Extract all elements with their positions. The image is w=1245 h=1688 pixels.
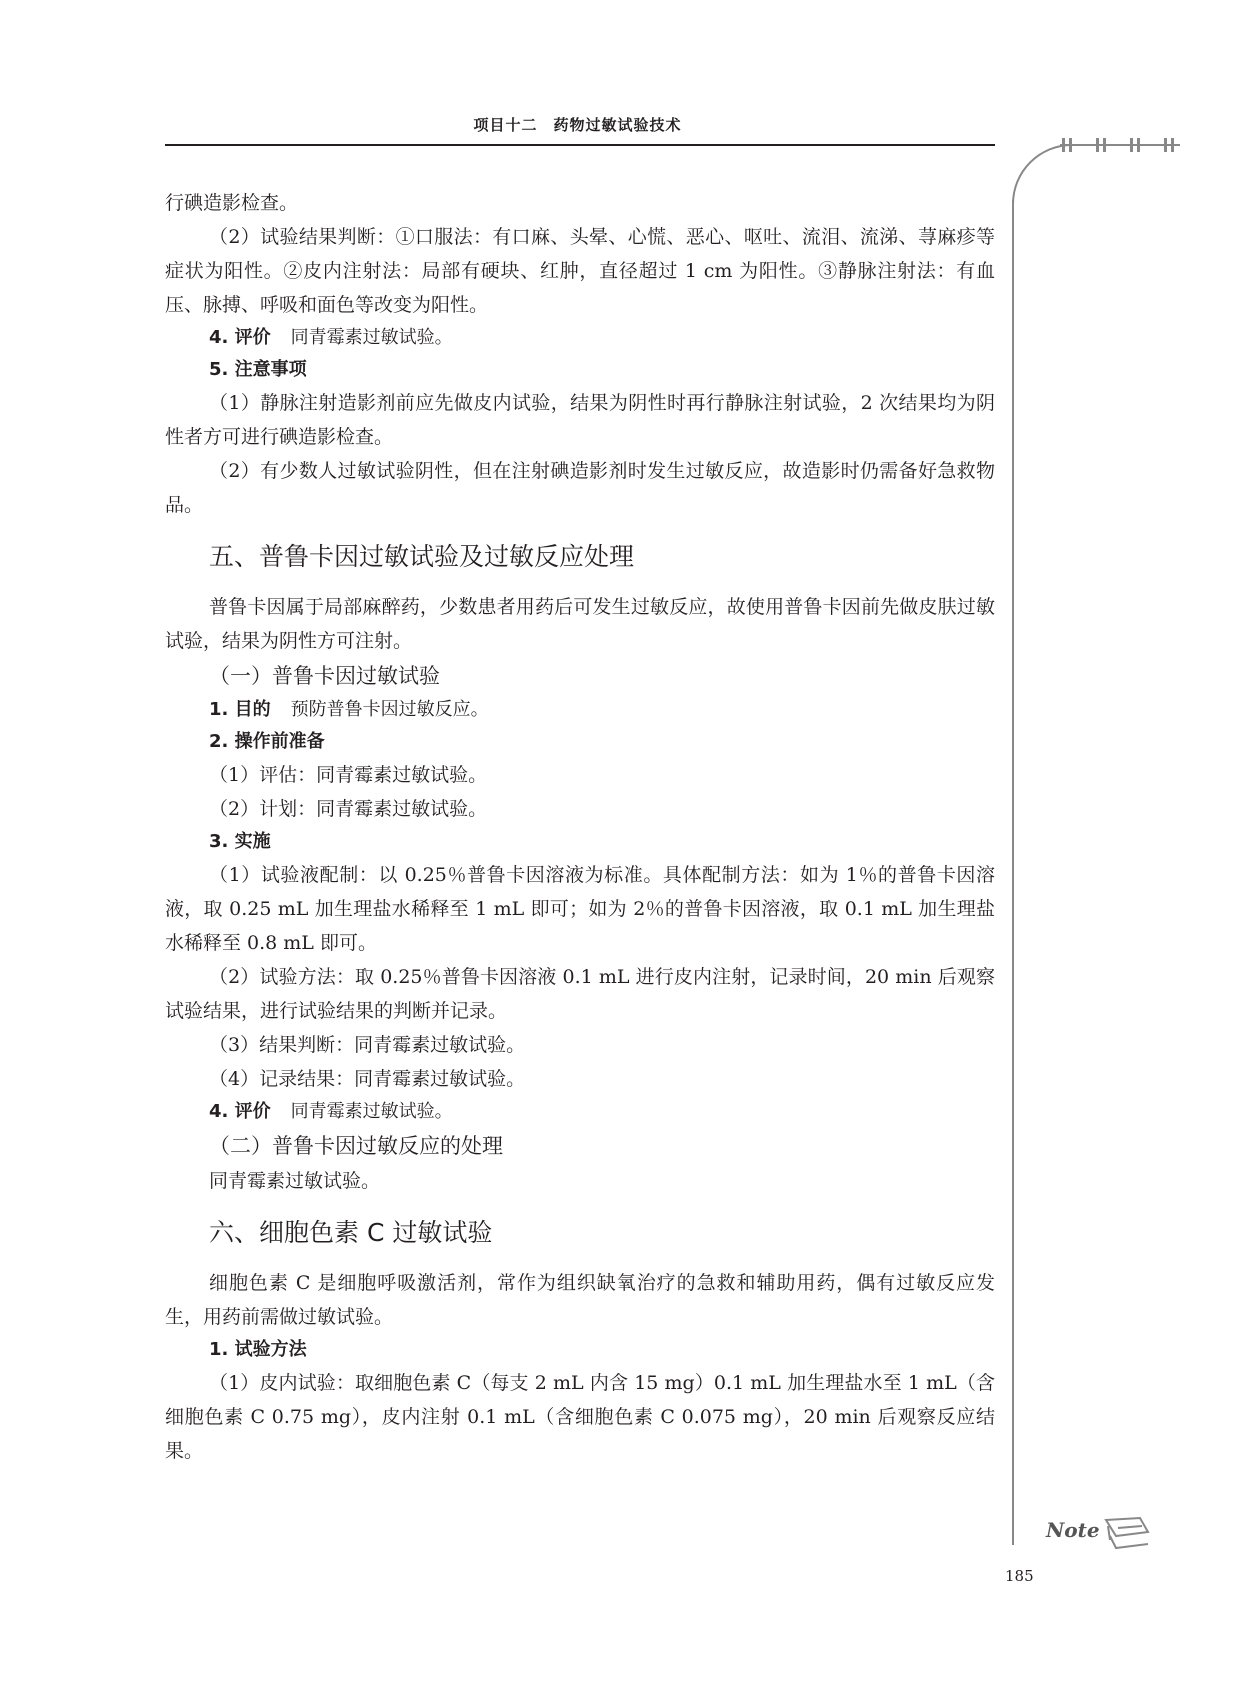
subsection-title: （一）普鲁卡因过敏试验 [209, 664, 440, 688]
subsection-title: （二）普鲁卡因过敏反应的处理 [209, 1134, 503, 1158]
margin-curve [1012, 144, 1074, 206]
paragraph: （2）有少数人过敏试验阴性，但在注射碘造影剂时发生过敏反应，故造影时仍需备好急救物品。 [165, 460, 995, 516]
paragraph: （1）皮内试验：取细胞色素 C（每支 2 mL 内含 15 mg）0.1 mL 加生理盐水至 1 mL（含细胞色素 C 0.75 mg），皮内注射 0.1 mL（含细胞色素 C 0.075 mg），20 min 后观察反应结果。 [165, 1372, 995, 1462]
item-label: 1. 目的 [209, 699, 271, 720]
item-heading: 3. 实施 [209, 831, 271, 852]
item-heading: 2. 操作前准备 [209, 731, 325, 752]
paragraph: （1）静脉注射造影剂前应先做皮内试验，结果为阴性时再行静脉注射试验，2 次结果均为阴性者方可进行碘造影检查。 [165, 392, 995, 448]
item-label: 4. 评价 [209, 327, 271, 348]
running-header: 项目十二 药物过敏试验技术 [473, 116, 682, 134]
item-heading: 5. 注意事项 [209, 359, 307, 380]
paragraph: （2）试验结果判断：①口服法：有口麻、头晕、心慌、恶心、呕吐、流泪、流涕、荨麻疹等症状为阳性。②皮内注射法：局部有硬块、红肿，直径超过 1 cm 为阳性。③静脉注射法：有血压、脉搏、呼吸和面色等改变为阳性。 [165, 226, 995, 316]
paragraph: （2）试验方法：取 0.25％普鲁卡因溶液 0.1 mL 进行皮内注射，记录时间，20 min 后观察试验结果，进行试验结果的判断并记录。 [165, 966, 995, 1022]
item-heading: 1. 试验方法 [209, 1339, 307, 1360]
paragraph: 细胞色素 C 是细胞呼吸激活剂，常作为组织缺氧治疗的急救和辅助用药，偶有过敏反应发生，用药前需做过敏试验。 [165, 1272, 995, 1328]
item-heading [165, 322, 995, 354]
note-label: Note [1046, 1518, 1100, 1542]
section-title: 六、细胞色素 C 过敏试验 [209, 1218, 493, 1247]
item-heading [165, 1096, 995, 1128]
item-text: 同青霉素过敏试验。 [290, 1101, 453, 1122]
section-title: 五、普鲁卡因过敏试验及过敏反应处理 [209, 542, 635, 571]
header-rule [165, 144, 995, 146]
paragraph: （1）试验液配制：以 0.25％普鲁卡因溶液为标准。具体配制方法：如为 1％的普鲁卡因溶液，取 0.25 mL 加生理盐水稀释至 1 mL 即可；如为 2％的普鲁卡因溶液，取 0.1 mL 加生理盐水稀释至 0.8 mL 即可。 [165, 864, 995, 954]
paragraph: （4）记录结果：同青霉素过敏试验。 [209, 1068, 526, 1090]
paragraph: （1）评估：同青霉素过敏试验。 [209, 764, 488, 786]
margin-tick-marks [1058, 138, 1188, 154]
paragraph: （3）结果判断：同青霉素过敏试验。 [209, 1034, 526, 1056]
paragraph: （2）计划：同青霉素过敏试验。 [209, 798, 488, 820]
margin-line [1012, 200, 1014, 1545]
item-text: 同青霉素过敏试验。 [290, 327, 453, 348]
page-body [165, 186, 995, 1468]
paragraph: 行碘造影检查。 [165, 192, 299, 214]
paragraph: 普鲁卡因属于局部麻醉药，少数患者用药后可发生过敏反应，故使用普鲁卡因前先做皮肤过敏试验，结果为阴性方可注射。 [165, 596, 995, 652]
item-heading [165, 694, 995, 726]
page-number: 185 [1005, 1567, 1034, 1585]
paragraph: 同青霉素过敏试验。 [209, 1170, 381, 1192]
item-text: 预防普鲁卡因过敏反应。 [290, 699, 489, 720]
item-label: 4. 评价 [209, 1101, 271, 1122]
